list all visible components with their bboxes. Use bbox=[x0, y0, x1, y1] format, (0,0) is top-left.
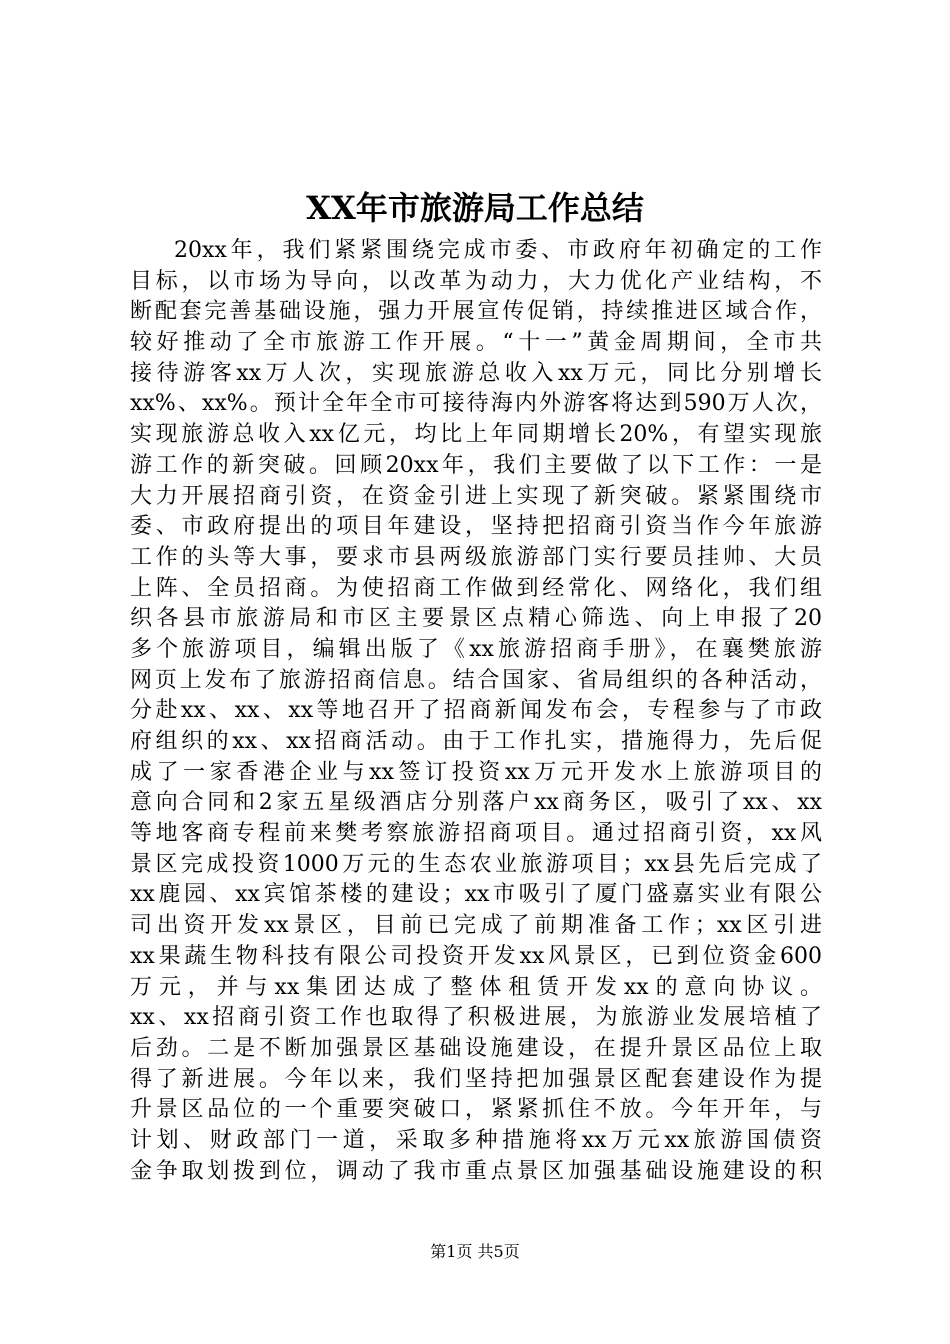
paragraph-line: xx鹿园、xx宾馆茶楼的建设；xx市吸引了厦门盛嘉实业有限公 bbox=[130, 882, 822, 908]
paragraph-line: 实现旅游总收入xx亿元，均比上年同期增长20%，有望实现旅 bbox=[130, 422, 822, 448]
paragraph-line: 成了一家香港企业与xx签订投资xx万元开发水上旅游项目的 bbox=[130, 759, 822, 785]
paragraph-line: 游工作的新突破。回顾20xx年，我们主要做了以下工作：一是 bbox=[130, 452, 822, 478]
paragraph-line: 上阵、全员招商。为使招商工作做到经常化、网络化，我们组 bbox=[130, 575, 822, 601]
paragraph-line: 委、市政府提出的项目年建设，坚持把招商引资当作今年旅游 bbox=[130, 514, 822, 540]
paragraph-line: 较好推动了全市旅游工作开展。“十一”黄金周期间，全市共 bbox=[130, 330, 822, 356]
page-footer: 第1页 共5页 bbox=[430, 1242, 520, 1261]
paragraph-line: 升景区品位的一个重要突破口，紧紧抓住不放。今年开年，与 bbox=[130, 1097, 822, 1123]
paragraph-line: 接待游客xx万人次，实现旅游总收入xx万元，同比分别增长 bbox=[130, 360, 822, 386]
paragraph-line: 金争取划拨到位，调动了我市重点景区加强基础设施建设的积 bbox=[130, 1158, 822, 1184]
paragraph-line: 司出资开发xx景区，目前已完成了前期准备工作；xx区引进 bbox=[130, 913, 822, 939]
paragraph-line: xx果蔬生物科技有限公司投资开发xx风景区，已到位资金600 bbox=[130, 943, 822, 969]
paragraph-line: 等地客商专程前来樊考察旅游招商项目。通过招商引资，xx风 bbox=[130, 821, 822, 847]
paragraph-line: 20xx年，我们紧紧围绕完成市委、市政府年初确定的工作 bbox=[174, 238, 822, 263]
paragraph-line: 后劲。二是不断加强景区基础设施建设，在提升景区品位上取 bbox=[130, 1035, 822, 1061]
paragraph-line: 网页上发布了旅游招商信息。结合国家、省局组织的各种活动， bbox=[130, 667, 822, 693]
document-body bbox=[130, 236, 822, 1187]
paragraph-line: 景区完成投资1000万元的生态农业旅游项目；xx县先后完成了 bbox=[130, 851, 822, 877]
paragraph-line: xx、xx招商引资工作也取得了积极进展，为旅游业发展培植了 bbox=[130, 1005, 822, 1031]
paragraph-line: 意向合同和2家五星级酒店分别落户xx商务区，吸引了xx、xx bbox=[130, 790, 822, 816]
paragraph-line: 大力开展招商引资，在资金引进上实现了新突破。紧紧围绕市 bbox=[130, 483, 822, 509]
paragraph-line: 计划、财政部门一道，采取多种措施将xx万元xx旅游国债资 bbox=[130, 1127, 822, 1153]
paragraph-line: 万元，并与xx集团达成了整体租赁开发xx的意向协议。 bbox=[130, 974, 822, 1000]
paragraph-line: 府组织的xx、xx招商活动。由于工作扎实，措施得力，先后促 bbox=[130, 729, 822, 754]
document-title: XX年市旅游局工作总结 bbox=[306, 189, 644, 227]
paragraph-line: 工作的头等大事，要求市县两级旅游部门实行要员挂帅、大员 bbox=[130, 544, 822, 570]
paragraph-line: 得了新进展。今年以来，我们坚持把加强景区配套建设作为提 bbox=[130, 1066, 822, 1092]
paragraph-line: 织各县市旅游局和市区主要景区点精心筛选、向上申报了20 bbox=[130, 606, 822, 632]
paragraph-line: 分赴xx、xx、xx等地召开了招商新闻发布会，专程参与了市政 bbox=[130, 698, 822, 724]
paragraph-line: 目标，以市场为导向，以改革为动力，大力优化产业结构，不 bbox=[130, 268, 822, 294]
paragraph-line: xx%、xx%。预计全年全市可接待海内外游客将达到590万人次， bbox=[130, 391, 822, 417]
paragraph-line: 多个旅游项目，编辑出版了《xx旅游招商手册》，在襄樊旅游 bbox=[130, 636, 822, 662]
paragraph-line: 断配套完善基础设施，强力开展宣传促销，持续推进区域合作， bbox=[130, 299, 822, 325]
